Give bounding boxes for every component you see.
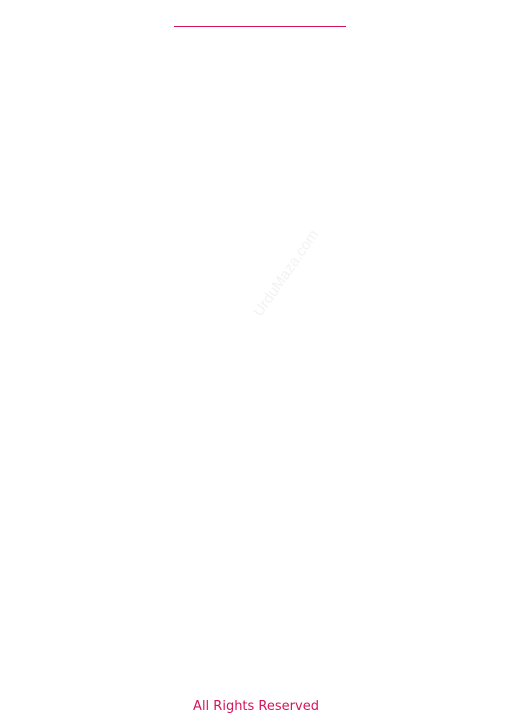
footer — [0, 692, 520, 722]
article-body — [18, 40, 504, 682]
article-title — [174, 4, 346, 27]
all-rights-reserved: All Rights Reserved — [193, 699, 319, 714]
title-bar — [0, 0, 520, 34]
watermark-url: UrduMaza.com — [250, 226, 323, 320]
